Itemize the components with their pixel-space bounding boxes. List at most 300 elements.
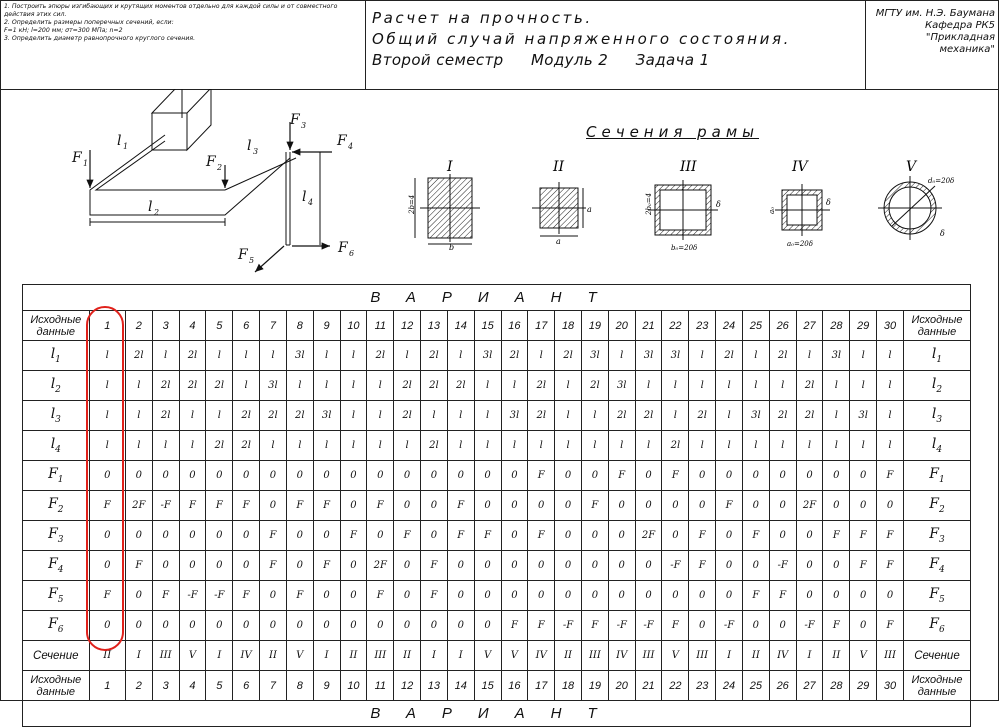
param-symbol: F xyxy=(929,526,939,543)
table-cell: 0 xyxy=(689,581,716,611)
table-cell: 2l xyxy=(179,371,206,401)
table-cell: 0 xyxy=(742,611,769,641)
variant-number: 28 xyxy=(823,671,850,701)
title-line-2: Общий случай напряженного состояния. xyxy=(372,30,792,48)
table-cell: F xyxy=(313,491,340,521)
variant-number: 30 xyxy=(877,671,904,701)
table-cell: 0 xyxy=(340,611,367,641)
table-cell: 0 xyxy=(421,461,448,491)
param-symbol: l xyxy=(931,406,937,423)
table-cell: 0 xyxy=(662,581,689,611)
variant-number: 21 xyxy=(635,671,662,701)
table-cell: l xyxy=(447,431,474,461)
table-cell: l xyxy=(89,371,125,401)
table-cell: 0 xyxy=(555,551,582,581)
department: Кафедра РК5 xyxy=(925,20,995,31)
section-cell: II xyxy=(260,641,287,671)
param-name-right xyxy=(903,551,970,581)
table-cell: 3l xyxy=(823,341,850,371)
course: "Прикладная механика" xyxy=(925,32,995,55)
task-list xyxy=(0,0,366,89)
table-cell: l xyxy=(850,431,877,461)
table-cell: 0 xyxy=(850,461,877,491)
table-cell: F xyxy=(447,491,474,521)
table-cell: 0 xyxy=(769,521,796,551)
svg-text:IV: IV xyxy=(792,159,808,175)
table-cell: l xyxy=(608,431,635,461)
variant-banner-bottom-label: ВАРИАНТ xyxy=(23,701,971,727)
table-cell: 3l xyxy=(608,371,635,401)
table-cell: 0 xyxy=(528,491,555,521)
param-index: 6 xyxy=(57,624,64,635)
param-index: 4 xyxy=(938,564,945,575)
table-cell: F xyxy=(769,581,796,611)
table-cell: F xyxy=(850,521,877,551)
table-cell: 0 xyxy=(447,551,474,581)
table-cell: l xyxy=(689,341,716,371)
svg-text:a₀: a₀ xyxy=(768,207,776,214)
variant-number: 1 xyxy=(89,671,125,701)
table-cell: l xyxy=(179,431,206,461)
variant-number: 7 xyxy=(260,671,287,701)
table-cell: 0 xyxy=(850,611,877,641)
task-params: F=1 кН; l=200 мм; σт=300 МПа; n=2 xyxy=(4,27,123,34)
table-cell: 0 xyxy=(313,611,340,641)
table-cell: 2l xyxy=(394,401,421,431)
label-l4: l xyxy=(302,189,307,205)
param-name-right xyxy=(903,401,970,431)
table-cell: 0 xyxy=(340,491,367,521)
svg-text:3: 3 xyxy=(253,147,259,156)
table-cell: F xyxy=(877,611,904,641)
variant-number: 12 xyxy=(394,311,421,341)
table-cell: 2l xyxy=(716,341,743,371)
table-cell: 0 xyxy=(394,491,421,521)
table-cell: 2l xyxy=(501,341,528,371)
table-cell: 2l xyxy=(528,371,555,401)
table-cell: 0 xyxy=(125,521,152,551)
variant-number: 5 xyxy=(206,671,233,701)
table-cell: 2l xyxy=(421,431,448,461)
table-cell: 2l xyxy=(528,401,555,431)
variant-number: 29 xyxy=(850,311,877,341)
row-header-left: Исходные данные xyxy=(23,311,90,341)
table-cell: 2l xyxy=(233,431,260,461)
table-cell: l xyxy=(313,431,340,461)
table-cell: l xyxy=(286,431,313,461)
svg-text:2: 2 xyxy=(154,208,160,217)
table-cell: 2l xyxy=(179,341,206,371)
table-cell: 0 xyxy=(474,491,501,521)
table-cell: 0 xyxy=(260,581,287,611)
table-cell: 0 xyxy=(823,581,850,611)
table-cell: 0 xyxy=(286,611,313,641)
table-cell: 0 xyxy=(394,461,421,491)
table-cell: 2l xyxy=(152,371,179,401)
variant-number: 26 xyxy=(769,671,796,701)
table-cell: 3l xyxy=(474,341,501,371)
section-label-left: Сечение xyxy=(23,641,90,671)
table-cell: F xyxy=(233,491,260,521)
task-3: 3. Определить диаметр равнопрочного круглого сечения. xyxy=(4,35,196,42)
table-cell: 0 xyxy=(313,581,340,611)
variant-number: 26 xyxy=(769,311,796,341)
table-cell: F xyxy=(823,611,850,641)
table-cell: l xyxy=(367,431,394,461)
table-cell: l xyxy=(877,341,904,371)
table-cell: l xyxy=(769,371,796,401)
table-cell: l xyxy=(877,371,904,401)
table-cell: 0 xyxy=(662,491,689,521)
table-cell: 0 xyxy=(152,551,179,581)
table-cell: 0 xyxy=(742,491,769,521)
table-cell: 0 xyxy=(608,491,635,521)
param-symbol: F xyxy=(48,616,58,633)
variant-banner-label: ВАРИАНТ xyxy=(23,285,971,311)
table-cell: l xyxy=(662,401,689,431)
table-cell: 0 xyxy=(89,551,125,581)
section-3 xyxy=(645,159,721,252)
svg-text:3: 3 xyxy=(301,121,307,130)
param-index: 3 xyxy=(938,534,945,545)
table-cell: F xyxy=(850,551,877,581)
table-cell: 0 xyxy=(179,521,206,551)
variant-number: 27 xyxy=(796,671,823,701)
svg-text:a: a xyxy=(587,205,592,214)
table-cell: 0 xyxy=(340,551,367,581)
svg-text:1: 1 xyxy=(123,142,129,151)
param-index: 2 xyxy=(938,504,945,515)
table-cell: l xyxy=(233,341,260,371)
table-cell: 0 xyxy=(581,581,608,611)
table-cell: l xyxy=(394,431,421,461)
section-cell: IV xyxy=(528,641,555,671)
table-cell: F xyxy=(662,461,689,491)
table-cell: 0 xyxy=(447,461,474,491)
variant-number: 3 xyxy=(152,311,179,341)
table-cell: 2l xyxy=(286,401,313,431)
task-1: 1. Построить эпюры изгибающих и крутящих моментов отдельно для каждой силы и от совместного действия этих сил. xyxy=(4,3,338,18)
table-cell: l xyxy=(89,431,125,461)
table-cell: 0 xyxy=(260,461,287,491)
table-cell: F xyxy=(501,611,528,641)
param-symbol: F xyxy=(929,556,939,573)
table-cell: 2l xyxy=(152,401,179,431)
variant-banner xyxy=(23,285,971,311)
table-cell: 0 xyxy=(823,551,850,581)
table-cell: -F xyxy=(716,611,743,641)
param-name-left xyxy=(23,581,90,611)
table-cell: 0 xyxy=(501,551,528,581)
section-cell: II xyxy=(823,641,850,671)
table-cell: 2F xyxy=(796,491,823,521)
table-cell: 2l xyxy=(555,341,582,371)
param-name-right xyxy=(903,581,970,611)
variant-number: 11 xyxy=(367,311,394,341)
table-cell: 0 xyxy=(233,551,260,581)
param-name-right xyxy=(903,461,970,491)
svg-text:δ: δ xyxy=(826,198,831,207)
table-cell: 0 xyxy=(421,521,448,551)
table-cell: 0 xyxy=(474,551,501,581)
table-cell: 0 xyxy=(367,611,394,641)
table-cell: F xyxy=(474,521,501,551)
table-cell: 2l xyxy=(796,401,823,431)
table-row xyxy=(23,431,971,461)
table-cell: l xyxy=(125,401,152,431)
param-symbol: F xyxy=(48,496,58,513)
table-row xyxy=(23,401,971,431)
param-index: 2 xyxy=(55,384,61,395)
param-symbol: l xyxy=(50,376,56,393)
table-cell: 0 xyxy=(125,581,152,611)
table-cell: 0 xyxy=(769,491,796,521)
row-header-left: Исходные данные xyxy=(23,671,90,701)
table-cell: 2l xyxy=(608,401,635,431)
section-cell: IV xyxy=(769,641,796,671)
table-cell: -F xyxy=(635,611,662,641)
table-cell: l xyxy=(850,341,877,371)
table-cell: l xyxy=(286,371,313,401)
variant-number: 4 xyxy=(179,671,206,701)
table-cell: F xyxy=(689,551,716,581)
table-cell: 2l xyxy=(769,401,796,431)
variant-number: 14 xyxy=(447,671,474,701)
variant-number: 8 xyxy=(286,311,313,341)
section-cell: III xyxy=(877,641,904,671)
table-cell: 0 xyxy=(394,551,421,581)
section-cell: I xyxy=(313,641,340,671)
table-cell: l xyxy=(474,431,501,461)
table-cell: 0 xyxy=(447,581,474,611)
table-cell: F xyxy=(742,581,769,611)
table-cell: 2l xyxy=(394,371,421,401)
param-name-left xyxy=(23,431,90,461)
table-cell: 0 xyxy=(286,521,313,551)
table-cell: 2l xyxy=(206,371,233,401)
svg-text:1: 1 xyxy=(83,159,89,168)
table-cell: -F xyxy=(796,611,823,641)
label-F4: F xyxy=(337,133,347,149)
table-cell: 0 xyxy=(421,611,448,641)
variant-number: 16 xyxy=(501,671,528,701)
section-cell: V xyxy=(501,641,528,671)
svg-text:b: b xyxy=(449,243,455,252)
table-cell: 0 xyxy=(260,611,287,641)
param-name-right xyxy=(903,491,970,521)
table-cell: 2l xyxy=(206,431,233,461)
table-cell: 2l xyxy=(421,341,448,371)
table-cell: 2F xyxy=(635,521,662,551)
table-cell: 0 xyxy=(850,491,877,521)
table-cell: l xyxy=(555,371,582,401)
param-name-right xyxy=(903,431,970,461)
table-cell: l xyxy=(367,371,394,401)
variant-number: 16 xyxy=(501,311,528,341)
table-cell: 0 xyxy=(769,461,796,491)
table-cell: -F xyxy=(662,551,689,581)
param-index: 4 xyxy=(936,444,943,455)
table-cell: 0 xyxy=(394,581,421,611)
label-F3: F xyxy=(290,112,300,128)
table-cell: 0 xyxy=(313,521,340,551)
svg-text:a: a xyxy=(556,237,561,246)
table-cell: F xyxy=(286,581,313,611)
table-cell: l xyxy=(796,431,823,461)
section-cell: I xyxy=(421,641,448,671)
table-cell: 0 xyxy=(635,581,662,611)
table-cell: l xyxy=(421,401,448,431)
svg-text:2b₀=4: 2b₀=4 xyxy=(645,192,653,215)
table-cell: -F xyxy=(769,551,796,581)
variant-number: 22 xyxy=(662,671,689,701)
table-cell: 0 xyxy=(501,581,528,611)
variant-number: 29 xyxy=(850,671,877,701)
param-symbol: l xyxy=(50,346,56,363)
svg-text:II: II xyxy=(553,159,565,175)
table-cell: l xyxy=(581,401,608,431)
table-cell: 0 xyxy=(608,581,635,611)
semester: Второй семестр xyxy=(372,51,504,69)
table-cell: l xyxy=(313,371,340,401)
table-cell: l xyxy=(555,431,582,461)
table-cell: 0 xyxy=(260,491,287,521)
table-cell: 0 xyxy=(823,491,850,521)
title-block xyxy=(0,0,999,90)
svg-text:III: III xyxy=(680,159,697,175)
task-2: 2. Определить размеры поперечных сечений, если: xyxy=(4,19,174,26)
svg-text:δ: δ xyxy=(940,229,945,238)
table-cell: 0 xyxy=(206,611,233,641)
table-cell: 2F xyxy=(125,491,152,521)
svg-text:δ: δ xyxy=(716,200,721,209)
label-F6: F xyxy=(338,240,348,256)
variant-number: 14 xyxy=(447,311,474,341)
table-cell: F xyxy=(233,581,260,611)
table-cell: l xyxy=(125,431,152,461)
table-cell: F xyxy=(528,521,555,551)
variant-number: 21 xyxy=(635,311,662,341)
table-cell: 0 xyxy=(286,551,313,581)
svg-text:6: 6 xyxy=(349,249,355,258)
svg-text:4: 4 xyxy=(348,142,354,151)
institution-block xyxy=(866,0,999,89)
table-cell: F xyxy=(89,581,125,611)
table-cell: 0 xyxy=(635,551,662,581)
param-symbol: F xyxy=(929,616,939,633)
table-cell: 0 xyxy=(581,461,608,491)
section-label-right: Сечение xyxy=(903,641,970,671)
table-cell: 0 xyxy=(528,551,555,581)
table-cell: 3l xyxy=(260,371,287,401)
table-cell: F xyxy=(689,521,716,551)
svg-text:b₀=20δ: b₀=20δ xyxy=(671,244,698,252)
table-cell: 0 xyxy=(877,491,904,521)
university: МГТУ им. Н.Э. Баумана xyxy=(875,8,995,19)
table-cell: 0 xyxy=(689,491,716,521)
variant-banner-bottom xyxy=(23,701,971,727)
table-cell: F xyxy=(823,521,850,551)
table-cell: l xyxy=(179,401,206,431)
table-cell: 0 xyxy=(474,461,501,491)
sheet-title xyxy=(366,0,866,89)
variant-number: 13 xyxy=(421,311,448,341)
table-cell: 0 xyxy=(850,581,877,611)
param-name-left xyxy=(23,401,90,431)
variant-number: 18 xyxy=(555,671,582,701)
section-cell: I xyxy=(447,641,474,671)
variant-number: 24 xyxy=(716,311,743,341)
task-number: Задача 1 xyxy=(635,51,710,69)
table-cell: 0 xyxy=(89,461,125,491)
table-cell: l xyxy=(125,371,152,401)
table-cell: F xyxy=(528,611,555,641)
table-cell: l xyxy=(635,371,662,401)
variant-number: 9 xyxy=(313,311,340,341)
section-cell: I xyxy=(206,641,233,671)
table-row xyxy=(23,611,971,641)
table-cell: l xyxy=(474,401,501,431)
label-F2: F xyxy=(206,154,216,170)
table-cell: 0 xyxy=(152,521,179,551)
table-row xyxy=(23,521,971,551)
table-cell: F xyxy=(877,551,904,581)
table-cell: l xyxy=(796,341,823,371)
table-cell: 2l xyxy=(447,371,474,401)
section-cell: V xyxy=(179,641,206,671)
section-cell: V xyxy=(286,641,313,671)
table-cell: 0 xyxy=(635,461,662,491)
table-cell: l xyxy=(233,371,260,401)
table-cell: 0 xyxy=(206,521,233,551)
frame-members xyxy=(90,135,320,245)
label-F1: F xyxy=(72,150,82,166)
table-cell: l xyxy=(769,431,796,461)
table-row xyxy=(23,461,971,491)
table-cell: 0 xyxy=(286,461,313,491)
table-cell: 3l xyxy=(286,341,313,371)
table-cell: 0 xyxy=(501,521,528,551)
variant-number: 9 xyxy=(313,671,340,701)
table-cell: F xyxy=(447,521,474,551)
param-index: 3 xyxy=(57,534,64,545)
table-cell: l xyxy=(555,401,582,431)
table-cell: 0 xyxy=(608,521,635,551)
table-cell: F xyxy=(340,521,367,551)
param-symbol: F xyxy=(48,586,58,603)
variant-number: 5 xyxy=(206,311,233,341)
param-index: 1 xyxy=(55,354,61,365)
variant-number: 18 xyxy=(555,311,582,341)
param-symbol: F xyxy=(48,526,58,543)
variant-number: 25 xyxy=(742,311,769,341)
table-cell: F xyxy=(152,581,179,611)
section-cell: III xyxy=(635,641,662,671)
table-cell: 0 xyxy=(367,461,394,491)
variant-number: 10 xyxy=(340,671,367,701)
table-cell: F xyxy=(742,521,769,551)
table-cell: 3l xyxy=(313,401,340,431)
table-cell: 0 xyxy=(179,611,206,641)
table-cell: 0 xyxy=(555,581,582,611)
param-name-left xyxy=(23,521,90,551)
param-name-right xyxy=(903,521,970,551)
table-cell: l xyxy=(447,401,474,431)
variant-number: 20 xyxy=(608,671,635,701)
table-cell: l xyxy=(742,341,769,371)
table-cell: l xyxy=(313,341,340,371)
table-cell: 0 xyxy=(152,611,179,641)
